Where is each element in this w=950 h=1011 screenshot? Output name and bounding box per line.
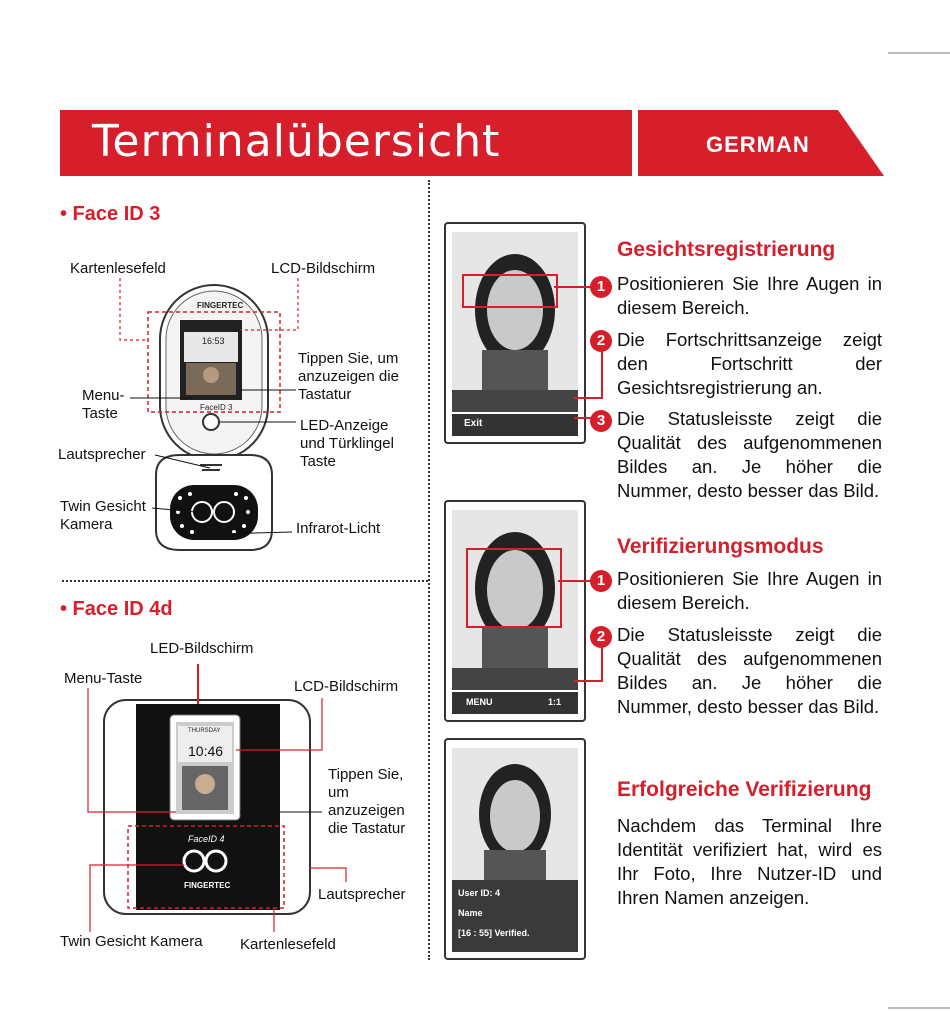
registration-num-3: 3 — [590, 410, 612, 432]
verification-ratio[interactable]: 1:1 — [548, 697, 562, 707]
page-title: Terminalübersicht — [92, 116, 501, 167]
success-screen — [444, 738, 586, 960]
verification-num-2: 2 — [590, 626, 612, 648]
registration-item-1: Positionieren Sie Ihre Augen in diesem Bereich. — [617, 273, 882, 318]
label-speaker-3: Lautsprecher — [58, 446, 146, 463]
face-id-4d-model: FaceID 4 — [188, 834, 225, 844]
label-led-screen-4d: LED-Bildschirm — [150, 640, 254, 657]
registration-num-2: 2 — [590, 330, 612, 352]
success-title: Erfolgreiche Verifizierung — [617, 778, 872, 801]
face-id-3-time: 16:53 — [202, 336, 225, 346]
label-tap-4d: Tippen Sie, um anzuzeigen die Tastatur — [328, 766, 406, 837]
label-lcd-4d: LCD-Bildschirm — [294, 678, 399, 695]
page-title-bar — [60, 110, 632, 176]
success-user-id: User ID: 4 — [458, 888, 501, 898]
face-id-3-brand: FINGERTEC — [197, 301, 244, 310]
label-card-reader-3: Kartenlesefeld — [70, 260, 166, 277]
verification-item-2: Die Statusleisste zeigt die Qualität des aufgenommenen Bildes an. Je höher die Nummer, desto besser das Bild. — [617, 624, 882, 717]
registration-title: Gesichtsregistrierung — [617, 238, 836, 261]
label-tap-3: Tippen Sie, um anzuzeigen die Tastatur — [298, 350, 399, 403]
label-menu-3: Menu- Taste — [82, 387, 125, 422]
label-twin-camera-4d: Twin Gesicht Kamera — [60, 933, 203, 950]
face-id-4d-title: • Face ID 4d — [60, 598, 173, 620]
success-name: Name — [458, 908, 483, 918]
verification-num-1: 1 — [590, 570, 612, 592]
label-speaker-4d: Lautsprecher — [318, 886, 406, 903]
label-menu-4d: Menu-Taste — [64, 670, 143, 687]
horizontal-divider — [62, 580, 428, 582]
registration-leaders — [444, 222, 614, 440]
face-id-4d-brand: FINGERTEC — [184, 881, 231, 890]
svg-text:THURSDAY: THURSDAY — [188, 728, 221, 734]
face-id-3-model: FaceID 3 — [200, 403, 233, 412]
verification-item-1: Positionieren Sie Ihre Augen in diesem Bereich. — [617, 568, 882, 613]
label-lcd-3: LCD-Bildschirm — [271, 260, 376, 277]
verification-leaders — [444, 500, 614, 718]
label-card-reader-4d: Kartenlesefeld — [240, 936, 336, 953]
face-id-4d-time: 10:46 — [188, 743, 224, 759]
label-twin-camera-3: Twin Gesicht Kamera — [60, 498, 146, 533]
label-led-3: LED-Anzeige und Türklingel Taste — [300, 417, 394, 470]
language-label: GERMAN — [706, 132, 810, 157]
registration-exit[interactable]: Exit — [464, 418, 483, 429]
success-verified: [16 : 55] Verified. — [458, 928, 530, 938]
registration-item-2: Die Fortschrittsanzeige zeigt den Fortschritt der Gesichtsregistrierung an. — [617, 329, 882, 398]
label-infrared-3: Infrarot-Licht — [296, 520, 381, 537]
verification-title: Verifizierungsmodus — [617, 535, 824, 558]
registration-item-3: Die Statusleisste zeigt die Qualität des aufgenommenen Bildes an. Je höher die Nummer, desto besser das Bild. — [617, 408, 882, 501]
language-label-box — [638, 110, 888, 176]
face-id-3-title: • Face ID 3 — [60, 203, 161, 225]
success-text: Nachdem das Terminal Ihre Identität verifiziert hat, wird es Ihr Foto, Ihre Nutzer-ID und Ihren Namen anzeigen. — [617, 815, 882, 908]
registration-num-1: 1 — [590, 276, 612, 298]
verification-menu[interactable]: MENU — [466, 697, 493, 707]
